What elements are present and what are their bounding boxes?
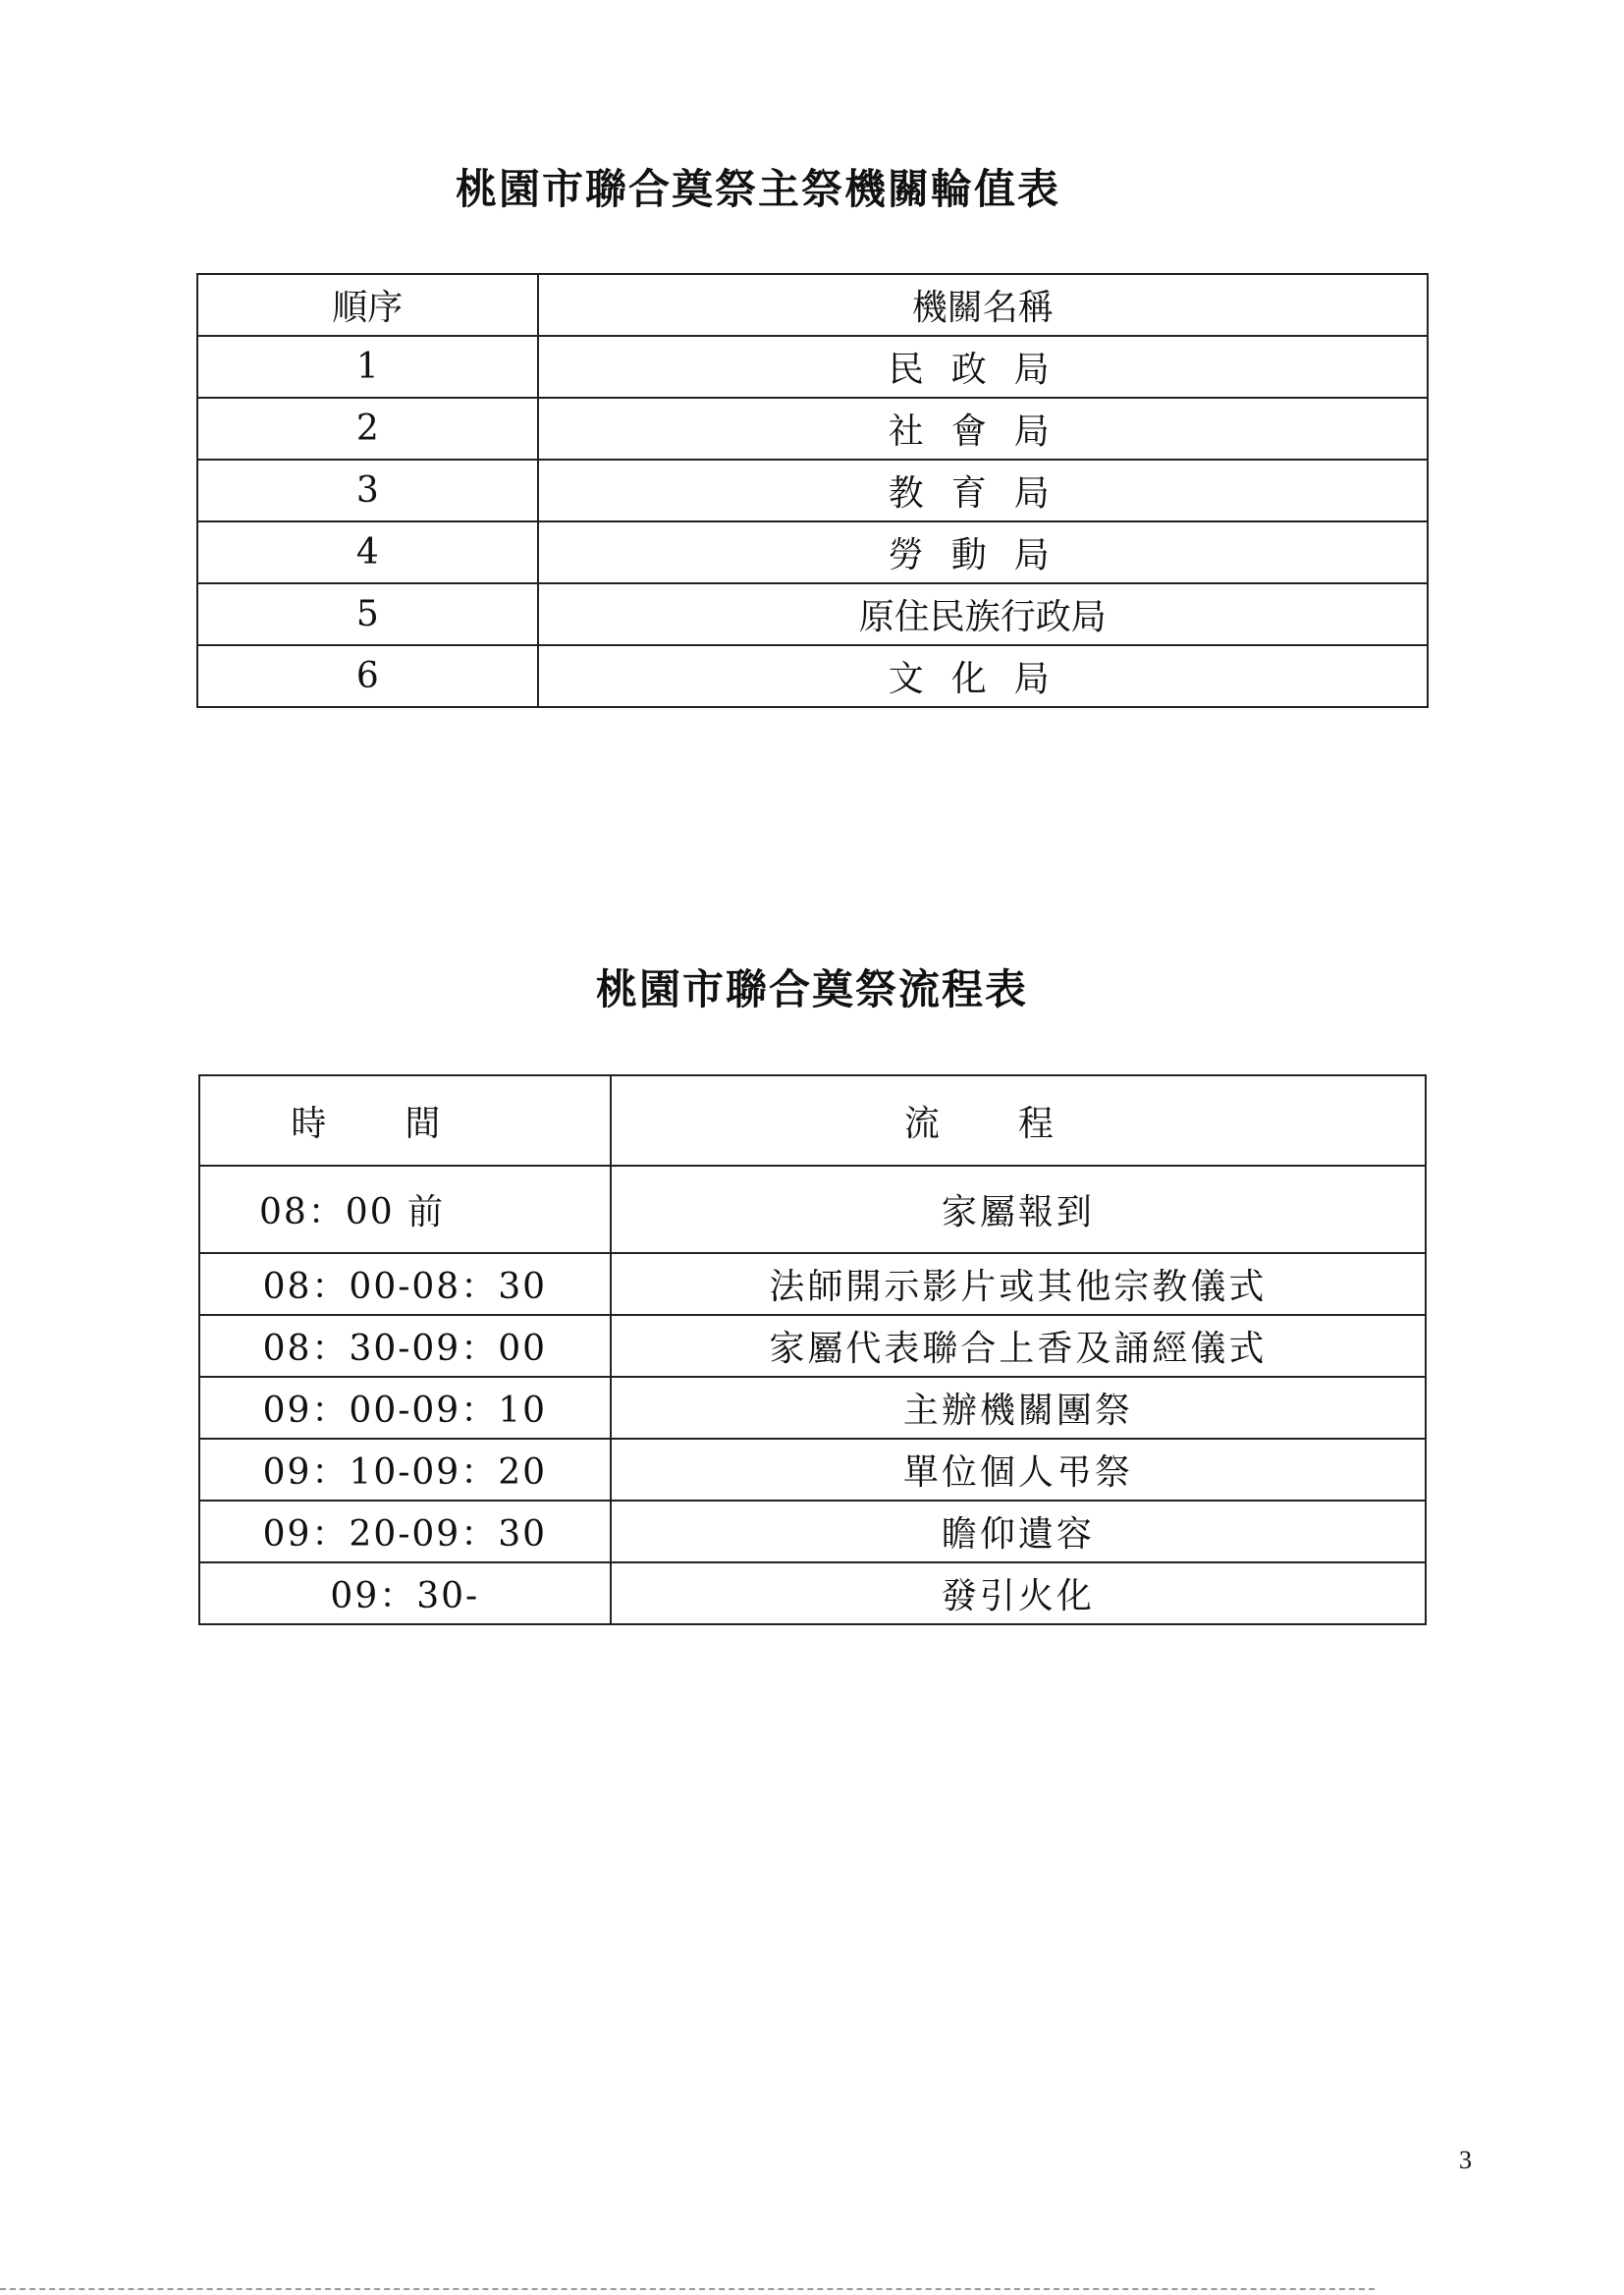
agency-cell: 原住民族行政局 — [538, 583, 1428, 645]
time-cell: 09：30- — [199, 1562, 611, 1624]
step-cell: 瞻仰遺容 — [611, 1501, 1426, 1562]
agency-cell: 教育局 — [538, 460, 1428, 521]
table-row — [199, 1315, 1426, 1377]
agency-cell: 民政局 — [538, 336, 1428, 398]
table-row — [197, 460, 1428, 521]
rotation-table-title: 桃園市聯合奠祭主祭機關輪值表 — [455, 165, 1060, 213]
table-row — [199, 1253, 1426, 1315]
table-row — [199, 1501, 1426, 1562]
table-row — [199, 1166, 1426, 1253]
table-row — [197, 398, 1428, 460]
time-cell: 09：10-09：20 — [199, 1439, 611, 1501]
step-cell: 家屬代表聯合上香及誦經儀式 — [611, 1315, 1426, 1377]
time-cell: 08：30-09：00 — [199, 1315, 611, 1377]
agency-cell: 文化局 — [538, 645, 1428, 707]
header-agency: 機關名稱 — [538, 274, 1428, 336]
time-cell: 09：20-09：30 — [199, 1501, 611, 1562]
order-cell: 1 — [197, 336, 538, 398]
table-row — [197, 645, 1428, 707]
table-row — [199, 1377, 1426, 1439]
order-cell: 4 — [197, 521, 538, 583]
page-number: 3 — [1459, 2146, 1472, 2174]
step-cell: 發引火化 — [611, 1562, 1426, 1624]
order-cell: 5 — [197, 583, 538, 645]
process-table — [198, 1074, 1427, 1625]
agency-cell: 社會局 — [538, 398, 1428, 460]
step-cell: 單位個人弔祭 — [611, 1439, 1426, 1501]
table-header-row — [197, 274, 1428, 336]
order-cell: 6 — [197, 645, 538, 707]
step-cell: 家屬報到 — [611, 1166, 1426, 1253]
order-cell: 2 — [197, 398, 538, 460]
scan-edge-divider — [0, 2288, 1375, 2290]
table-row — [197, 336, 1428, 398]
step-cell: 法師開示影片或其他宗教儀式 — [611, 1253, 1426, 1315]
table-row — [199, 1562, 1426, 1624]
order-cell: 3 — [197, 460, 538, 521]
table-row — [197, 583, 1428, 645]
table-row — [199, 1439, 1426, 1501]
time-cell: 09：00-09：10 — [199, 1377, 611, 1439]
agency-cell: 勞動局 — [538, 521, 1428, 583]
step-cell: 主辦機關團祭 — [611, 1377, 1426, 1439]
header-time: 時間 — [199, 1075, 611, 1166]
time-cell: 08：00-08：30 — [199, 1253, 611, 1315]
time-cell: 08：00 前 — [199, 1166, 611, 1253]
process-table-title: 桃園市聯合奠祭流程表 — [595, 965, 1028, 1013]
header-step: 流程 — [611, 1075, 1426, 1166]
header-order: 順序 — [197, 274, 538, 336]
rotation-table — [196, 273, 1429, 708]
table-header-row — [199, 1075, 1426, 1166]
table-row — [197, 521, 1428, 583]
